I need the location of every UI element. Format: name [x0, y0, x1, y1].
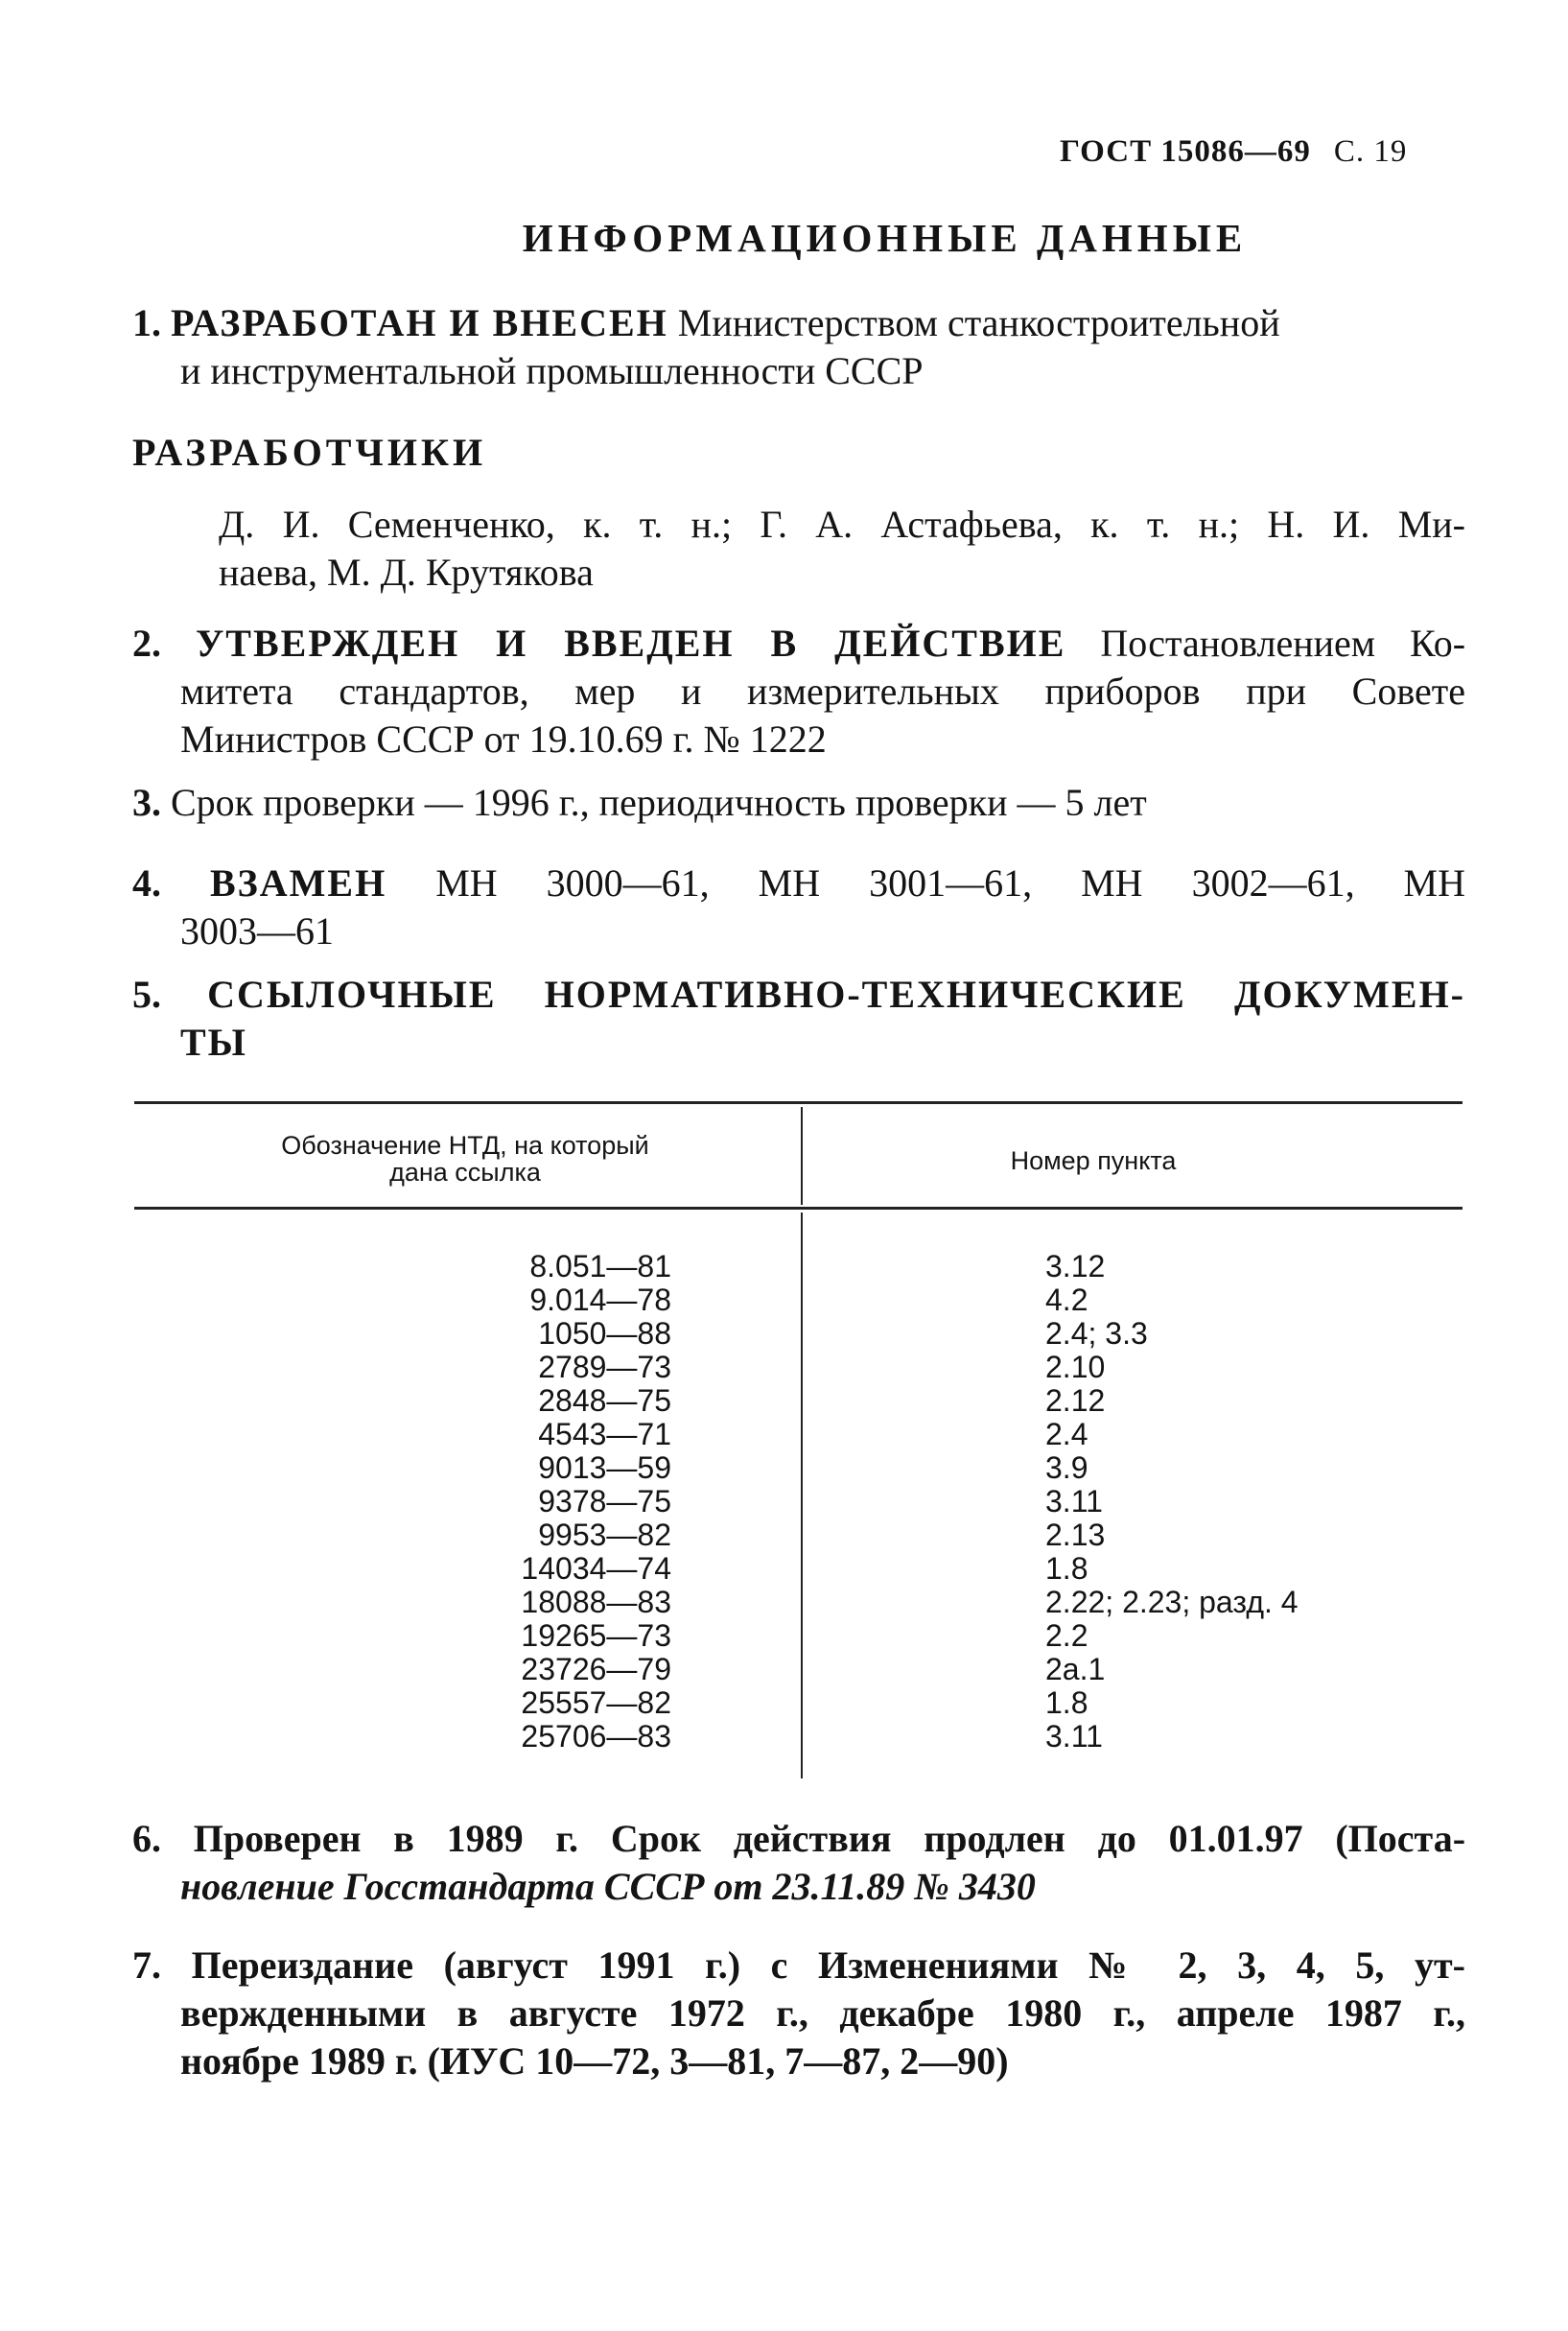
table-cell-item: 1.8 — [1045, 1685, 1088, 1720]
table-cell-item: 2а.1 — [1045, 1652, 1106, 1686]
table-cell-item: 4.2 — [1045, 1283, 1088, 1317]
item-3 — [132, 779, 1465, 827]
item-caption: УТВЕРЖДЕН И ВВЕДЕН В ДЕЙСТВИЕ — [195, 622, 1066, 665]
item-number: 5. — [132, 973, 161, 1016]
developers-line2: наева, М. Д. Крутякова — [219, 551, 594, 594]
table-cell-item: 2.13 — [1045, 1518, 1106, 1552]
item-text-line2: и инструментальной промышленности СССР — [180, 349, 924, 392]
table-cell-ref: 9.014—78 — [529, 1283, 671, 1317]
table-cell-ref: 8.051—81 — [529, 1249, 671, 1283]
table-cell-item: 2.12 — [1045, 1383, 1106, 1418]
developers-heading: РАЗРАБОТЧИКИ — [132, 431, 487, 474]
item-5 — [132, 971, 1465, 1067]
item-text: Переиздание (август 1991 г.) с Изменениями № 2, 3, 4, 5, ут- — [191, 1943, 1465, 1987]
item-caption: ССЫЛОЧНЫЕ НОРМАТИВНО-ТЕХНИЧЕСКИЕ ДОКУМЕН- — [207, 973, 1465, 1016]
table-cell-item: 3.12 — [1045, 1249, 1106, 1283]
item-text: Министерством станкостроительной — [677, 301, 1280, 344]
table-top-rule — [134, 1101, 1463, 1104]
table-cell-item: 2.2 — [1045, 1618, 1088, 1653]
table-cell-item: 3.11 — [1045, 1719, 1103, 1754]
table-cell-ref: 23726—79 — [521, 1652, 671, 1686]
col-ref-values — [326, 1250, 671, 1754]
item-text: Срок проверки — 1996 г., периодичность проверки — 5 лет — [171, 781, 1147, 824]
page-title: ИНФОРМАЦИОННЫЕ ДАННЫЕ — [522, 216, 1248, 260]
table-cell-item: 2.4 — [1045, 1417, 1088, 1451]
table-cell-item: 2.10 — [1045, 1350, 1106, 1384]
table-cell-ref: 19265—73 — [521, 1618, 671, 1653]
developers-line1: Д. И. Семенченко, к. т. н.; Г. А. Астафьева, к. т. н.; Н. И. Ми- — [219, 503, 1465, 546]
item-number: 3. — [132, 781, 161, 824]
item-6 — [132, 1815, 1465, 1911]
item-text-line2: 3003—61 — [180, 909, 334, 953]
standard-code: ГОСТ 15086—69 — [1060, 134, 1311, 169]
col-ref-header-line1: Обозначение НТД, на который — [281, 1131, 649, 1160]
item-caption: РАЗРАБОТАН И ВНЕСЕН — [171, 301, 668, 344]
item-text: Постановлением Ко- — [1100, 622, 1466, 665]
item-text-line2: митета стандартов, мер и измерительных приборов при Совете — [180, 670, 1465, 713]
table-cell-item: 3.9 — [1045, 1450, 1088, 1485]
table-header-divider — [801, 1107, 803, 1205]
table-cell-item: 2.22; 2.23; разд. 4 — [1045, 1585, 1299, 1619]
table-header-rule — [134, 1207, 1463, 1210]
table-cell-ref: 2848—75 — [538, 1383, 671, 1418]
col-item-header: Номер пункта — [1010, 1146, 1177, 1175]
table-cell-ref: 14034—74 — [521, 1551, 671, 1586]
table-cell-item: 3.11 — [1045, 1484, 1103, 1519]
table-cell-ref: 1050—88 — [538, 1316, 671, 1351]
item-caption: ВЗАМЕН — [210, 861, 387, 905]
table-cell-ref: 9013—59 — [538, 1450, 671, 1485]
reference-table — [134, 1101, 1463, 1787]
item-text-line2: вержденными в августе 1972 г., декабре 1980 г., апреле 1987 г., — [180, 1991, 1465, 2035]
item-2 — [132, 620, 1465, 764]
item-text-line2: новление Госстандарта СССР от 23.11.89 № 3430 — [180, 1865, 1036, 1908]
item-caption-line2: ТЫ — [180, 1021, 247, 1064]
item-text-line3: ноябре 1989 г. (ИУС 10—72, 3—81, 7—87, 2—90) — [180, 2039, 1009, 2083]
item-7 — [132, 1942, 1465, 2085]
item-text: МН 3000—61, МН 3001—61, МН 3002—61, МН — [435, 861, 1466, 905]
developers-list — [219, 501, 1465, 597]
table-cell-ref: 9378—75 — [538, 1484, 671, 1519]
item-number: 6. — [132, 1817, 161, 1860]
table-cell-ref: 25706—83 — [521, 1719, 671, 1754]
table-cell-ref: 2789—73 — [538, 1350, 671, 1384]
col-ref-header — [153, 1132, 777, 1186]
item-number: 1. — [132, 301, 161, 344]
item-number: 2. — [132, 622, 161, 665]
page-number: С. 19 — [1333, 134, 1408, 169]
item-1 — [132, 299, 1465, 395]
item-number: 4. — [132, 861, 161, 905]
table-body-divider — [801, 1213, 803, 1778]
item-number: 7. — [132, 1943, 161, 1987]
col-ref-header-line2: дана ссылка — [389, 1158, 541, 1187]
item-4 — [132, 859, 1465, 955]
table-cell-ref: 18088—83 — [521, 1585, 671, 1619]
table-cell-ref: 25557—82 — [521, 1685, 671, 1720]
item-text-line3: Министров СССР от 19.10.69 г. № 1222 — [180, 718, 827, 761]
page-header — [1060, 134, 1407, 170]
table-cell-ref: 4543—71 — [538, 1417, 671, 1451]
table-cell-item: 1.8 — [1045, 1551, 1088, 1586]
table-cell-ref: 9953—82 — [538, 1518, 671, 1552]
item-text: Проверен в 1989 г. Срок действия продлен до 01.01.97 (Поста- — [193, 1817, 1466, 1860]
col-item-values — [1045, 1250, 1448, 1754]
table-cell-item: 2.4; 3.3 — [1045, 1316, 1148, 1351]
